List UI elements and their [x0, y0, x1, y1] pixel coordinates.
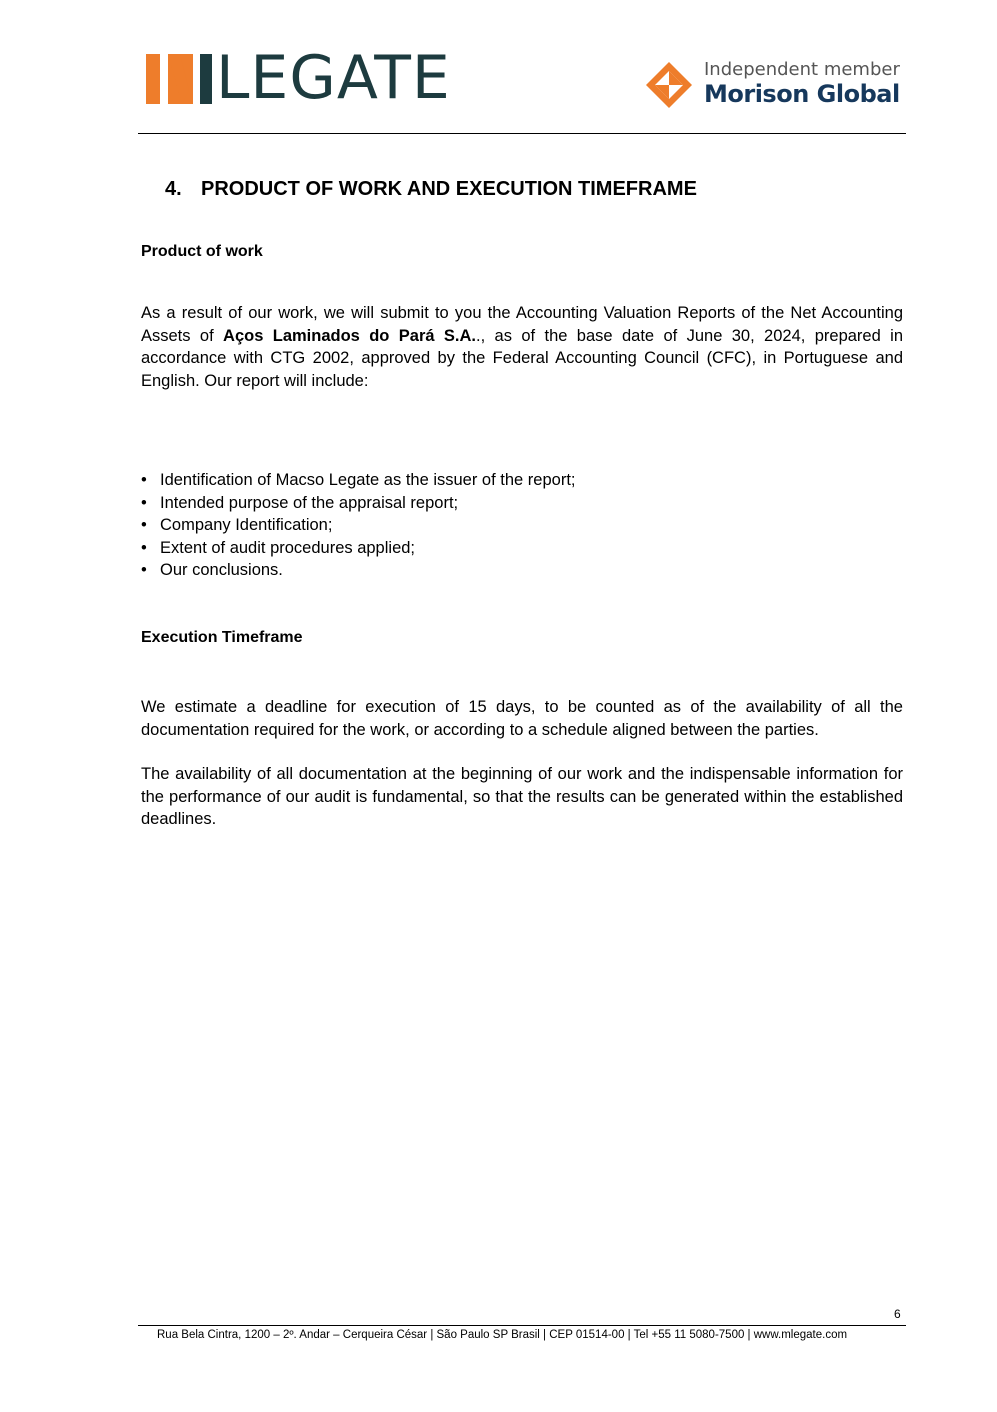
mlegate-logo [146, 43, 476, 113]
member-line1: Independent member [704, 59, 900, 80]
section-title: PRODUCT OF WORK AND EXECUTION TIMEFRAME [201, 178, 697, 200]
list-item: • Extent of audit procedures applied; [141, 537, 576, 560]
company-name: Aços Laminados do Pará S.A. [223, 326, 477, 345]
section-heading [165, 178, 697, 201]
execution-heading: Execution Timeframe [141, 629, 303, 646]
product-para-start: As a result of our work, we will submit to you the Accounting Valuation Reports of the Net Accounting Assets of [141, 304, 903, 345]
page-number: 6 [894, 1307, 901, 1321]
member-line2: Morison Global [704, 80, 900, 108]
execution-paragraph-2: The availability of all documentation at the beginning of our work and the indispensable information for the performance of our audit is fundamental, so that the results can be generated within the established deadlines. [141, 765, 903, 829]
footer-address: Rua Bela Cintra, 1200 – 2º. Andar – Cerqueira César | São Paulo SP Brasil | CEP 01514-00 | Tel +55 11 5080-7500 | www.mlegate.com [157, 1329, 848, 1341]
report-contents-list [141, 469, 576, 582]
header-divider [138, 133, 906, 134]
mlegate-logo-mark-icon [146, 54, 216, 104]
product-heading: Product of work [141, 243, 263, 260]
execution-paragraph-1: We estimate a deadline for execution of 15 days, to be counted as of the availability of all the documentation required for the work, or according to a schedule aligned between the parties. [141, 698, 903, 739]
mlegate-logo-text: LEGATE [216, 43, 451, 113]
section-number: 4. [165, 178, 182, 200]
product-para-end: ., as of the base date of June 30, 2024, prepared in accordance with CTG 2002, approved by the Federal Accounting Council (CFC), in Portuguese and English. Our report will include: [141, 326, 903, 390]
morison-emblem-icon [646, 62, 692, 108]
morison-global-logo [646, 60, 906, 112]
list-item: • Identification of Macso Legate as the issuer of the report; [141, 469, 576, 492]
footer-divider [138, 1325, 906, 1326]
product-paragraph [141, 302, 903, 392]
list-item: • Intended purpose of the appraisal report; [141, 492, 576, 515]
list-item: • Our conclusions. [141, 559, 576, 582]
list-item: • Company Identification; [141, 514, 576, 537]
